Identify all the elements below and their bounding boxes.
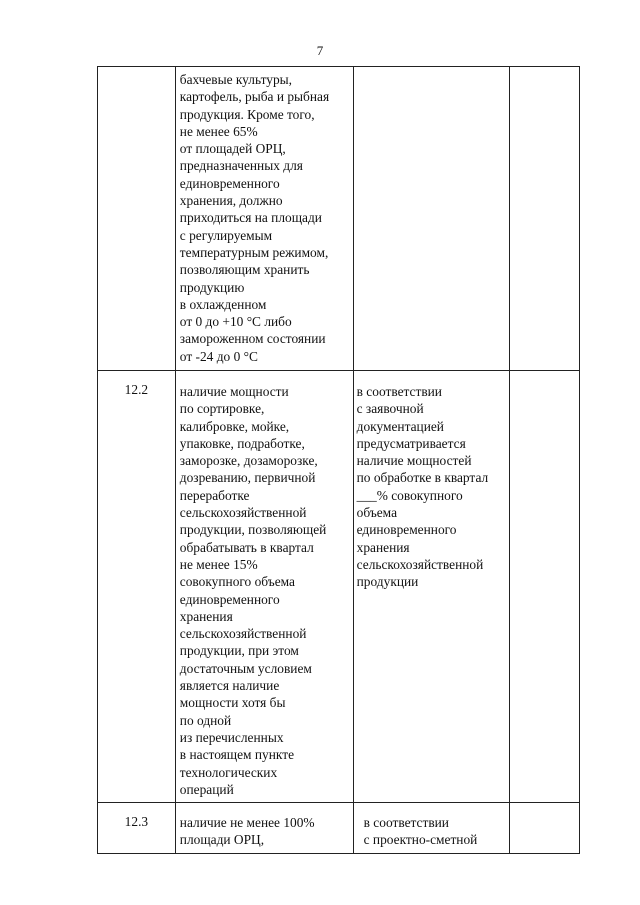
text-line: заморозке, дозаморозке,	[179, 453, 318, 469]
table-row	[98, 803, 580, 854]
text-line: по обработке в квартал	[356, 470, 489, 486]
text-line: обрабатывать в квартал	[179, 539, 314, 555]
text-line: достаточным условием	[179, 660, 312, 676]
text-line: температурным режимом,	[179, 244, 329, 260]
text-line: картофель, рыба и рыбная	[179, 89, 330, 105]
text-line: продукцию	[179, 279, 245, 295]
item-number-cell: 12.3	[98, 803, 176, 854]
text-line: сельскохозяйственной	[356, 556, 484, 572]
text-line: единовременного	[179, 175, 280, 191]
empty-cell	[510, 803, 580, 854]
text-line: продукции, позволяющей	[179, 522, 327, 538]
text-line: хранения	[179, 608, 233, 624]
requirement-cell	[175, 803, 353, 854]
text-line: ___% совокупного	[356, 487, 463, 503]
text-line: совокупного объема	[179, 574, 295, 590]
item-number-cell: 12.2	[98, 371, 176, 803]
text-line: упаковке, подработке,	[179, 435, 305, 451]
text-line: продукция. Кроме того,	[179, 106, 315, 122]
text-line: не менее 65%	[179, 123, 258, 139]
table-row	[98, 67, 580, 371]
text-line: дозреванию, первичной	[179, 470, 316, 486]
text-line: продукции, при этом	[179, 643, 299, 659]
text-line: предназначенных для	[179, 158, 303, 174]
empty-cell	[510, 371, 580, 803]
text-line: единовременного	[356, 522, 457, 538]
text-line: площади ОРЦ,	[179, 832, 265, 848]
text-line: от 0 до +10 °С либо	[179, 314, 292, 330]
text-line: хранения	[356, 539, 410, 555]
text-line: переработке	[179, 487, 250, 503]
text-line: из перечисленных	[179, 729, 284, 745]
text-line: с проектно-сметной	[363, 832, 478, 848]
text-line: единовременного	[179, 591, 280, 607]
basis-cell	[353, 803, 510, 854]
requirement-cell	[175, 371, 353, 803]
text-line: в соответствии	[363, 815, 449, 831]
text-line: бахчевые культуры,	[179, 72, 292, 87]
text-line: хранения, должно	[179, 193, 283, 209]
text-line: по одной	[179, 712, 232, 728]
empty-cell	[510, 67, 580, 371]
item-number-cell	[98, 67, 176, 371]
basis-cell	[353, 371, 510, 803]
text-line: с заявочной	[356, 401, 424, 417]
text-line: в настоящем пункте	[179, 747, 295, 763]
text-line: продукции	[356, 574, 419, 590]
text-line: сельскохозяйственной	[179, 505, 307, 521]
text-line: операций	[179, 781, 234, 797]
page-number: 7	[316, 43, 324, 58]
text-line: позволяющим хранить	[179, 262, 310, 278]
text-line: в охлажденном	[179, 296, 267, 312]
text-line: приходиться на площади	[179, 210, 322, 226]
text-line: предусматривается	[356, 435, 466, 451]
text-line: является наличие	[179, 678, 280, 694]
text-line: по сортировке,	[179, 401, 265, 417]
text-line: в соответствии	[356, 384, 442, 399]
text-line: документацией	[356, 418, 444, 434]
table-row	[98, 371, 580, 803]
text-line: наличие не менее 100%	[179, 815, 315, 831]
text-line: от -24 до 0 °С	[179, 348, 258, 364]
text-line: не менее 15%	[179, 556, 258, 572]
text-line: наличие мощности	[179, 384, 289, 399]
text-line: калибровке, мойке,	[179, 418, 290, 434]
requirements-table	[97, 66, 580, 854]
basis-cell	[353, 67, 510, 371]
text-line: с регулируемым	[179, 227, 273, 243]
text-line: технологических	[179, 764, 278, 780]
text-line: замороженном состоянии	[179, 331, 326, 347]
requirement-cell	[175, 67, 353, 371]
text-line: объема	[356, 505, 398, 521]
text-line: наличие мощностей	[356, 453, 472, 469]
text-line: сельскохозяйственной	[179, 626, 307, 642]
text-line: от площадей ОРЦ,	[179, 141, 286, 157]
text-line: мощности хотя бы	[179, 695, 286, 711]
